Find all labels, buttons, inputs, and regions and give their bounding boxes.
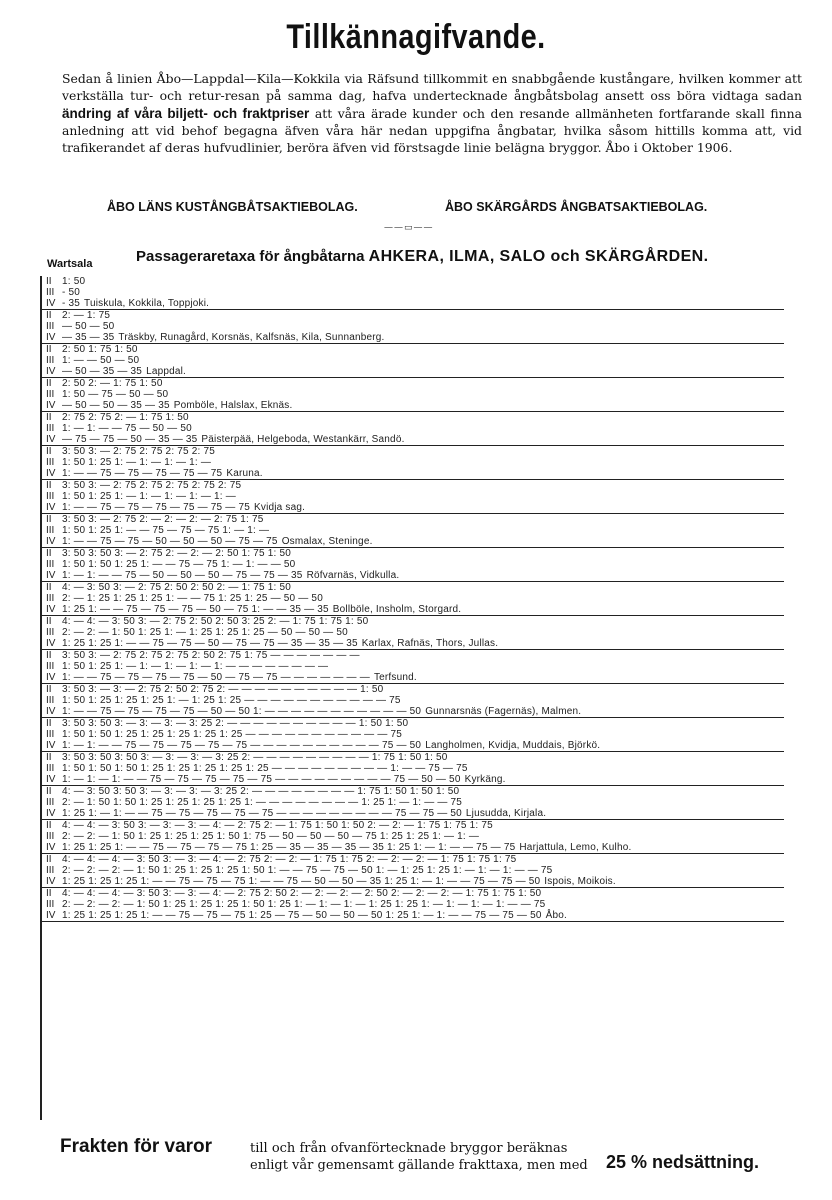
stop-names: Päisterpää, Helgeboda, Westankärr, Sandö.: [201, 434, 405, 445]
class-label: III: [46, 287, 55, 298]
page-title: Tillkännagifvande.: [286, 18, 546, 56]
fare-row: [42, 276, 784, 287]
fare-block: [42, 378, 784, 412]
fare-values: [62, 593, 323, 604]
fare-block: [42, 684, 784, 718]
fare-row: [42, 310, 784, 321]
stop-names: Osmalax, Steninge.: [281, 536, 373, 547]
class-label: IV: [46, 366, 56, 377]
fare-values-text: 3: 50 3: — 2: 75 2: 75 2: 75 2: 50 2: 75 1: 75 — — — — — — —: [62, 650, 360, 661]
fare-values: [62, 672, 417, 683]
class-label: IV: [46, 434, 56, 445]
fare-values: [62, 400, 293, 411]
fare-values: [62, 616, 368, 627]
fare-block: [42, 514, 784, 548]
fare-values-text: 1: 25 1: 25 1: — — 75 — 75 — 75 — 75 1: 25 — 35 — 35 — 35 — 35 1: 25 1: — 1: — — 75 — 75: [62, 842, 516, 853]
class-label: III: [46, 559, 55, 570]
fare-block: [42, 480, 784, 514]
fare-values-text: 1: — 1: — — 75 — 50 — 50: [62, 423, 192, 434]
fare-row: [42, 321, 784, 332]
class-label: IV: [46, 400, 56, 411]
fare-values: [62, 797, 462, 808]
fare-values: [62, 774, 506, 785]
fare-row: [42, 344, 784, 355]
fare-values: [62, 854, 516, 865]
class-label: II: [46, 854, 52, 865]
class-label: IV: [46, 638, 56, 649]
fare-row: [42, 672, 784, 683]
fare-values-text: 1: 50 1: 25 1: — 1: — 1: — 1: —: [62, 457, 212, 468]
fare-values-text: 2: 50 1: 75 1: 50: [62, 344, 138, 355]
fare-values-text: 2: 50 2: — 1: 75 1: 50: [62, 378, 163, 389]
fare-values: [62, 842, 631, 853]
class-label: II: [46, 548, 52, 559]
fare-values-text: 1: 50 1: 50 1: 25 1: 25 1: 25 1: 25 1: 25 — — — — — — — — — — — 75: [62, 729, 403, 740]
class-label: III: [46, 729, 55, 740]
class-label: II: [46, 310, 52, 321]
fare-row: [42, 831, 784, 842]
fare-row: [42, 423, 784, 434]
fare-values: [62, 786, 459, 797]
fare-values: [62, 446, 215, 457]
fare-values: [62, 899, 545, 910]
fare-values-text: 4: — 4: — 4: — 3: 50 3: — 3: — 4: — 2: 75 2: — 2: — 1: 75 1: 75 2: — 2: — 2: — 1: 75 1: 75 1: 75: [62, 854, 517, 865]
class-label: II: [46, 582, 52, 593]
class-label: IV: [46, 774, 56, 785]
fare-block: [42, 548, 784, 582]
class-label: III: [46, 593, 55, 604]
stop-names: Terfsund.: [373, 672, 417, 683]
fare-values-text: 1: 25 1: 25 1: 25 1: — — 75 — 75 — 75 1: 25 — 75 — 50 — 50 — 50 1: 25 1: — 1: — — 75 — 75 — 50: [62, 910, 542, 921]
fare-values: [62, 582, 291, 593]
fare-row: [42, 412, 784, 423]
stop-names: Bollböle, Insholm, Storgard.: [332, 604, 462, 615]
fare-row: [42, 763, 784, 774]
fare-values-text: 2: — 1: 75: [62, 310, 111, 321]
fare-values-text: 4: — 3: 50 3: 50 3: — 3: — 3: — 3: 25 2: — — — — — — — — 1: 75 1: 50 1: 50 1: 50: [62, 786, 460, 797]
fare-row: [42, 525, 784, 536]
intro-bold: ändring af våra biljett- och fraktpriser: [62, 105, 310, 121]
fare-row: [42, 536, 784, 547]
fare-values: [62, 808, 546, 819]
fare-block: [42, 412, 784, 446]
fare-values-text: — 75 — 75 — 50 — 35 — 35: [62, 434, 198, 445]
fare-row: [42, 650, 784, 661]
fare-block: [42, 446, 784, 480]
fare-row: [42, 842, 784, 853]
fare-row: [42, 389, 784, 400]
fare-row: [42, 287, 784, 298]
fare-values-text: 3: 50 3: 50 3: 50 3: — 3: — 3: — 3: 25 2: — — — — — — — — — 1: 75 1: 50 1: 50: [62, 752, 448, 763]
fare-values: [62, 559, 295, 570]
stop-names: Kyrkäng.: [464, 774, 506, 785]
stop-names: Kvidja sag.: [254, 502, 306, 513]
fare-row: [42, 378, 784, 389]
stop-names: Röfvarnäs, Vidkulla.: [306, 570, 400, 581]
fare-row: [42, 491, 784, 502]
class-label: IV: [46, 570, 56, 581]
fare-values-text: 1: 25 1: — 1: — — 75 — 75 — 75 — 75 — 75 — — — — — — — — — 75 — 75 — 50: [62, 808, 462, 819]
class-label: III: [46, 389, 55, 400]
fare-block: [42, 616, 784, 650]
fare-row: [42, 876, 784, 887]
fare-values: [62, 332, 385, 343]
fare-values-text: — 50 — 50 — 35 — 35: [62, 400, 170, 411]
fare-values-text: 1: — — 75 — 75 — 75 — 75 — 75: [62, 468, 223, 479]
heading-ships: AHKERA, ILMA, SALO och SKÄRGÅRDEN.: [368, 248, 709, 265]
fare-values: [62, 491, 236, 502]
fare-row: [42, 332, 784, 343]
fare-row: [42, 457, 784, 468]
fare-values: [62, 831, 479, 842]
stop-names: Pomböle, Halslax, Eknäs.: [173, 400, 293, 411]
fare-block: [42, 718, 784, 752]
fare-values-text: — 50 — 50: [62, 321, 115, 332]
fare-values: [62, 910, 567, 921]
class-label: III: [46, 695, 55, 706]
fare-values: [62, 480, 241, 491]
fare-row: [42, 808, 784, 819]
fare-row: [42, 502, 784, 513]
fare-values-text: 1: — — 75 — 75 — 75 — 75 — 75 — 75: [62, 502, 250, 513]
fare-values-text: 1: — — 50 — 50: [62, 355, 140, 366]
fare-values-text: 2: — 2: — 2: — 1: 50 1: 25 1: 25 1: 25 1: 50 1: 25 1: — 1: — 1: — 1: 25 1: 25 1: — 1: — 1: — 1: — — 75: [62, 899, 546, 910]
fare-values: [62, 763, 468, 774]
fare-values: [62, 638, 498, 649]
class-label: IV: [46, 502, 56, 513]
fare-values: [62, 729, 402, 740]
fare-row: [42, 480, 784, 491]
fare-values-text: - 35: [62, 298, 81, 309]
class-label: III: [46, 763, 55, 774]
class-label: IV: [46, 910, 56, 921]
fare-values: [62, 366, 186, 377]
fare-row: [42, 559, 784, 570]
fare-row: [42, 695, 784, 706]
fare-values: [62, 525, 269, 536]
class-label: II: [46, 752, 52, 763]
fare-row: [42, 910, 784, 921]
fare-row: [42, 899, 784, 910]
fare-row: [42, 865, 784, 876]
fare-row: [42, 434, 784, 445]
fare-values: [62, 695, 401, 706]
fare-values: [62, 287, 80, 298]
fare-values-text: 2: — 2: — 1: 50 1: 25 1: 25 1: 25 1: 50 1: 75 — 50 — 50 — 50 — 75 1: 25 1: 25 1: — 1: —: [62, 831, 480, 842]
class-label: IV: [46, 536, 56, 547]
class-label: II: [46, 718, 52, 729]
fare-row: [42, 627, 784, 638]
fare-block: [42, 888, 784, 922]
fare-values: [62, 344, 138, 355]
fare-values-text: 1: 50 — 75 — 50 — 50: [62, 389, 169, 400]
fare-block: [42, 582, 784, 616]
class-label: II: [46, 650, 52, 661]
fare-values-text: 1: — 1: — — 75 — 50 — 50 — 50 — 75 — 75 — 35: [62, 570, 303, 581]
class-label: II: [46, 820, 52, 831]
fare-row: [42, 684, 784, 695]
fare-row: [42, 797, 784, 808]
fare-values-text: — 50 — 35 — 35: [62, 366, 143, 377]
fare-row: [42, 593, 784, 604]
fare-row: [42, 582, 784, 593]
fare-values-text: 4: — 4: — 4: — 3: 50 3: — 3: — 4: — 2: 75 2: 50 2: — 2: — 2: — 2: 50 2: — 2: — 2: — 1: 75 1: 75 1: 50: [62, 888, 542, 899]
class-label: IV: [46, 298, 56, 309]
footer-freight-label: Frakten för varor: [60, 1136, 213, 1157]
class-label: IV: [46, 672, 56, 683]
stop-names: Langholmen, Kvidja, Muddais, Björkö.: [425, 740, 601, 751]
fare-values-text: 2: 75 2: 75 2: — 1: 75 1: 50: [62, 412, 189, 423]
class-label: III: [46, 457, 55, 468]
fare-values: [62, 298, 209, 309]
fare-block: [42, 786, 784, 820]
fare-row: [42, 548, 784, 559]
intro-text-1: Sedan å linien Åbo—Lappdal—Kila—Kokkila via Räfsund tillkommit en snabbgående kustångare, hvilken kommer att verkställa tur- och retur-resan på samma dag, hafva undertecknade ångbåtsbolag ansett oss böra vidtaga sadan: [62, 71, 802, 104]
heading-prefix: Passageraretaxa för ångbåtarna: [136, 248, 365, 265]
fare-row: [42, 718, 784, 729]
fare-values: [62, 548, 291, 559]
company-2: ÅBO SKÄRGÅRDS ÅNGBATSAKTIEBOLAG.: [445, 200, 708, 214]
fare-values-text: 2: — 2: — 1: 50 1: 25 1: — 1: 25 1: 25 1: 25 — 50 — 50 — 50: [62, 627, 348, 638]
fare-values-text: 1: 25 1: — — 75 — 75 — 75 — 50 — 75 1: — — 35 — 35: [62, 604, 329, 615]
fare-block: [42, 650, 784, 684]
fare-row: [42, 446, 784, 457]
class-label: II: [46, 344, 52, 355]
fare-block: [42, 752, 784, 786]
class-label: IV: [46, 468, 56, 479]
fare-values-text: 4: — 4: — 3: 50 3: — 3: — 3: — 4: — 2: 75 2: — 1: 75 1: 50 1: 50 2: — 2: — 1: 75 1: 75 1: 75: [62, 820, 493, 831]
stop-names: Ispois, Moikois.: [544, 876, 616, 887]
class-label: III: [46, 797, 55, 808]
class-label: III: [46, 525, 55, 536]
fare-values-text: 1: — 1: — — 75 — 75 — 75 — 75 — 75 — — — — — — — — — — 75 — 50: [62, 740, 422, 751]
stop-names: Ljusudda, Kirjala.: [465, 808, 547, 819]
fare-row: [42, 355, 784, 366]
fare-row: [42, 400, 784, 411]
class-label: III: [46, 627, 55, 638]
class-label: III: [46, 661, 55, 672]
intro-text-2: att våra ärade kunder och den resande allmänheten fortfarande skall finna anledning att vid behof begagna äfven våra här nedan uppgifna ångbatar, hvilka såsom hittills komma att, vid trafikerandet af deras hufvudlinier, beröra äfven vid förstsagde linie belägna bryggor. Åbo i Oktober 1906.: [62, 105, 802, 156]
fare-row: [42, 854, 784, 865]
class-label: II: [46, 378, 52, 389]
fare-values: [62, 423, 192, 434]
intro-paragraph: [62, 70, 802, 156]
fare-values-text: 2: — 1: 50 1: 50 1: 25 1: 25 1: 25 1: 25 1: — — — — — — — — 1: 25 1: — 1: — — 75: [62, 797, 463, 808]
fare-values: [62, 876, 616, 887]
class-label: III: [46, 831, 55, 842]
stop-names: Harjattula, Lemo, Kulho.: [519, 842, 632, 853]
class-label: II: [46, 616, 52, 627]
fare-row: [42, 786, 784, 797]
footer-freight-text: till och från ofvanförtecknade bryggor beräknas enligt vår gemensamt gällande frakttaxa, men med: [250, 1141, 588, 1173]
fare-block: [42, 820, 784, 854]
class-label: II: [46, 514, 52, 525]
fare-values: [62, 355, 139, 366]
fare-block: [42, 344, 784, 378]
fare-block: [42, 854, 784, 888]
fare-values: [62, 820, 493, 831]
fare-block: [42, 310, 784, 344]
stop-names: Gunnarsnäs (Fagernäs), Malmen.: [425, 706, 582, 717]
class-label: III: [46, 423, 55, 434]
fare-values: [62, 310, 110, 321]
stop-names: Tuiskula, Kokkila, Toppjoki.: [84, 298, 210, 309]
class-label: II: [46, 276, 52, 287]
class-label: IV: [46, 604, 56, 615]
fare-row: [42, 616, 784, 627]
fare-values-text: 1: — — 75 — 75 — 75 — 75 — 50 — 75 — 75 — — — — — — —: [62, 672, 370, 683]
fare-values: [62, 502, 305, 513]
origin-label: Wartsala: [47, 258, 93, 270]
fare-values-text: 2: — 2: — 2: — 1: 50 1: 25 1: 25 1: 25 1: 50 1: — — 75 — 75 — 50 1: — 1: 25 1: 25 1: — 1: — 1: — — 75: [62, 865, 553, 876]
fare-values-text: 4: — 3: 50 3: — 2: 75 2: 50 2: 50 2: — 1: 75 1: 50: [62, 582, 292, 593]
fare-values: [62, 718, 408, 729]
fare-row: [42, 604, 784, 615]
stop-names: Karuna.: [226, 468, 263, 479]
fare-values-text: 1: — — 75 — 75 — 50 — 50 — 50 — 75 — 75: [62, 536, 278, 547]
class-label: IV: [46, 706, 56, 717]
fare-values-text: - 50: [62, 287, 81, 298]
class-label: II: [46, 888, 52, 899]
fare-row: [42, 820, 784, 831]
fare-values: [62, 378, 163, 389]
class-label: II: [46, 786, 52, 797]
fare-values: [62, 434, 405, 445]
class-label: III: [46, 355, 55, 366]
class-label: III: [46, 321, 55, 332]
class-label: III: [46, 491, 55, 502]
fare-values: [62, 888, 541, 899]
fare-values: [62, 627, 348, 638]
fare-row: [42, 752, 784, 763]
fare-values-text: 1: 25 1: 25 1: — — 75 — 75 — 50 — 75 — 75 — 35 — 35 — 35: [62, 638, 358, 649]
fare-values-text: 3: 50 3: — 2: 75 2: 75 2: 75 2: 75 2: 75: [62, 480, 242, 491]
fare-values-text: 1: 50 1: 50 1: 50 1: 25 1: 25 1: 25 1: 25 1: 25 — — — — — — — — — 1: — — 75 — 75: [62, 763, 468, 774]
fare-values-text: 1: 50 1: 25 1: — — 75 — 75 — 75 1: — 1: —: [62, 525, 270, 536]
fare-values-text: 1: — — 75 — 75 — 75 — 75 — 50 — 50 1: — — — — — — — — — — — 50: [62, 706, 422, 717]
fare-row: [42, 774, 784, 785]
fare-values-text: 3: 50 3: 50 3: — 3: — 3: — 3: 25 2: — — — — — — — — — — 1: 50 1: 50: [62, 718, 409, 729]
fare-values-text: 1: 50 1: 25 1: — 1: — 1: — 1: — 1: — — — — — — — —: [62, 661, 329, 672]
fare-values: [62, 321, 114, 332]
fare-values: [62, 514, 264, 525]
class-label: II: [46, 684, 52, 695]
fare-values-text: — 35 — 35: [62, 332, 115, 343]
fare-values: [62, 457, 211, 468]
fare-values-text: 1: 50 1: 25 1: 25 1: 25 1: — 1: 25 1: 25 — — — — — — — — — — — 75: [62, 695, 401, 706]
fare-values: [62, 389, 168, 400]
fare-row: [42, 706, 784, 717]
fare-values: [62, 412, 189, 423]
class-label: IV: [46, 332, 56, 343]
stop-names: Karlax, Rafnäs, Thors, Jullas.: [361, 638, 499, 649]
fare-row: [42, 729, 784, 740]
fare-block: [42, 276, 784, 310]
class-label: II: [46, 480, 52, 491]
fare-values: [62, 706, 581, 717]
fare-row: [42, 298, 784, 309]
class-label: II: [46, 446, 52, 457]
ornament-divider: ——▭——: [384, 223, 434, 233]
table-heading: [136, 248, 708, 266]
fare-values: [62, 740, 600, 751]
fare-row: [42, 638, 784, 649]
class-label: IV: [46, 740, 56, 751]
fare-table: [40, 276, 784, 1120]
fare-values-text: 1: 50 1: 25 1: — 1: — 1: — 1: — 1: —: [62, 491, 236, 502]
fare-values: [62, 468, 263, 479]
fare-values-text: 3: 50 3: — 3: — 2: 75 2: 50 2: 75 2: — — — — — — — — — — 1: 50: [62, 684, 384, 695]
fare-row: [42, 514, 784, 525]
fare-row: [42, 570, 784, 581]
class-label: II: [46, 412, 52, 423]
fare-values: [62, 536, 373, 547]
fare-values-text: 3: 50 3: — 2: 75 2: 75 2: 75 2: 75: [62, 446, 216, 457]
stop-names: Träskby, Runagård, Korsnäs, Kalfsnäs, Kila, Sunnanberg.: [118, 332, 385, 343]
fare-values-text: 1: 50 1: 50 1: 25 1: — — 75 — 75 1: — 1: — — 50: [62, 559, 296, 570]
fare-row: [42, 366, 784, 377]
stop-names: Åbo.: [545, 910, 567, 921]
fare-values-text: 1: — 1: — 1: — — 75 — 75 — 75 — 75 — 75 — — — — — — — — — 75 — 50 — 50: [62, 774, 461, 785]
fare-values: [62, 276, 85, 287]
fare-row: [42, 888, 784, 899]
fare-values: [62, 865, 552, 876]
fare-row: [42, 740, 784, 751]
fare-row: [42, 661, 784, 672]
fare-values: [62, 570, 399, 581]
class-label: IV: [46, 808, 56, 819]
fare-values-text: 2: — 1: 25 1: 25 1: 25 1: — — 75 1: 25 1: 25 — 50 — 50: [62, 593, 323, 604]
company-1: ÅBO LÄNS KUSTÅNGBÅTSAKTIEBOLAG.: [107, 200, 358, 214]
fare-values-text: 1: 50: [62, 276, 86, 287]
fare-row: [42, 468, 784, 479]
fare-values-text: 4: — 4: — 3: 50 3: — 2: 75 2: 50 2: 50 3: 25 2: — 1: 75 1: 75 1: 50: [62, 616, 369, 627]
class-label: IV: [46, 842, 56, 853]
class-label: III: [46, 899, 55, 910]
fare-values: [62, 684, 383, 695]
class-label: III: [46, 865, 55, 876]
fare-values: [62, 752, 448, 763]
fare-values-text: 1: 25 1: 25 1: 25 1: — — 75 — 75 — 75 1: — — 75 — 50 — 50 — 35 1: 25 1: — 1: — — 75 — 75 — 50: [62, 876, 541, 887]
fare-values: [62, 650, 360, 661]
fare-values-text: 3: 50 3: 50 3: — 2: 75 2: — 2: — 2: 50 1: 75 1: 50: [62, 548, 292, 559]
footer-discount: 25 % nedsättning.: [606, 1152, 760, 1172]
class-label: IV: [46, 876, 56, 887]
stop-names: Lappdal.: [146, 366, 187, 377]
fare-values-text: 3: 50 3: — 2: 75 2: — 2: — 2: — 2: 75 1: 75: [62, 514, 264, 525]
fare-values: [62, 661, 328, 672]
fare-values: [62, 604, 461, 615]
